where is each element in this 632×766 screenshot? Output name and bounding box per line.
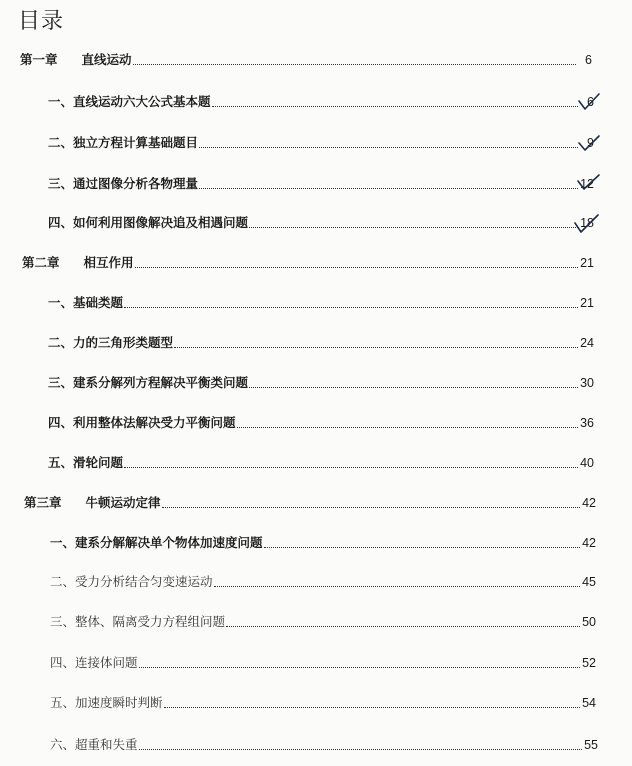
dot-leader	[264, 546, 580, 548]
toc-section-2-2[interactable]	[48, 331, 594, 351]
section-title: 四、连接体问题	[50, 655, 138, 670]
dot-leader	[199, 146, 578, 148]
dot-leader	[139, 666, 580, 668]
check-mark-icon	[575, 172, 601, 194]
section-title: 五、加速度瞬时判断	[50, 695, 163, 710]
section-title: 二、独立方程计算基础题目	[48, 135, 199, 150]
page-number: 36	[580, 416, 594, 430]
page-number: 21	[580, 256, 594, 270]
dot-leader	[237, 426, 578, 428]
section-title: 一、建系分解解决单个物体加速度问题	[50, 535, 263, 550]
section-title: 五、滑轮问题	[48, 455, 124, 470]
dot-leader	[249, 386, 578, 388]
page-number: 24	[580, 336, 594, 350]
toc-section-3-6[interactable]	[50, 733, 598, 753]
toc-chapter-2[interactable]	[22, 251, 594, 271]
page-number: 50	[582, 615, 596, 629]
chapter-label	[22, 255, 134, 271]
toc-section-3-3[interactable]	[50, 610, 596, 630]
page-number: 18	[580, 216, 594, 230]
section-title: 三、通过图像分析各物理量	[48, 176, 199, 191]
dot-leader	[124, 466, 578, 468]
section-title: 一、基础类题	[48, 295, 124, 310]
dot-leader	[249, 226, 578, 228]
toc-section-2-5[interactable]	[48, 451, 594, 471]
chapter-title: 相互作用	[83, 255, 134, 270]
page-number: 52	[582, 656, 596, 670]
toc-section-3-1[interactable]	[50, 531, 596, 551]
section-title: 四、利用整体法解决受力平衡问题	[48, 415, 236, 430]
section-title: 一、直线运动六大公式基本题	[48, 94, 211, 109]
page-number: 12	[580, 177, 594, 191]
dot-leader	[133, 63, 576, 65]
chapter-label	[24, 495, 161, 511]
toc-section-1-3[interactable]	[48, 172, 594, 192]
toc-section-3-2[interactable]	[50, 570, 596, 590]
dot-leader	[199, 187, 578, 189]
section-title: 四、如何利用图像解决追及相遇问题	[48, 215, 249, 230]
check-mark-icon	[576, 133, 602, 155]
page-number: 45	[582, 575, 596, 589]
dot-leader	[124, 306, 578, 308]
page-number: 6	[587, 95, 594, 109]
toc-section-2-3[interactable]	[48, 371, 594, 391]
chapter-number: 第三章	[24, 495, 62, 510]
page-number: 9	[587, 136, 594, 150]
toc-section-2-1[interactable]	[48, 291, 594, 311]
page-number: 40	[580, 456, 594, 470]
page-number: 42	[582, 496, 596, 510]
toc-section-1-4[interactable]	[48, 211, 594, 231]
page-number: 30	[580, 376, 594, 390]
check-mark-icon	[573, 213, 599, 235]
dot-leader	[174, 346, 578, 348]
toc-chapter-1[interactable]	[20, 48, 592, 68]
page-number: 21	[580, 296, 594, 310]
dot-leader	[226, 625, 580, 627]
chapter-number: 第二章	[22, 255, 60, 270]
toc-title: 目录	[18, 9, 65, 34]
check-mark-icon	[576, 92, 602, 114]
dot-leader	[214, 585, 580, 587]
dot-leader	[164, 706, 580, 708]
page-number: 6	[585, 53, 592, 67]
section-title: 三、整体、隔离受力方程组问题	[50, 614, 226, 629]
section-title: 三、建系分解列方程解决平衡类问题	[48, 375, 249, 390]
toc-section-2-4[interactable]	[48, 411, 594, 431]
toc-section-3-4[interactable]	[50, 651, 596, 671]
toc-section-1-2[interactable]	[48, 131, 594, 151]
section-title: 二、力的三角形类题型	[48, 335, 174, 350]
dot-leader	[135, 266, 578, 268]
chapter-title: 直线运动	[81, 52, 132, 67]
chapter-label	[20, 52, 132, 68]
section-title: 六、超重和失重	[50, 737, 138, 752]
section-title: 二、受力分析结合匀变速运动	[50, 574, 213, 589]
chapter-number: 第一章	[20, 52, 58, 67]
page-number: 42	[582, 536, 596, 550]
page-number: 54	[582, 696, 596, 710]
chapter-title: 牛顿运动定律	[85, 495, 161, 510]
toc-section-1-1[interactable]	[48, 90, 594, 110]
dot-leader	[162, 506, 580, 508]
dot-leader	[139, 748, 582, 750]
toc-section-3-5[interactable]	[50, 691, 596, 711]
dot-leader	[212, 105, 578, 107]
toc-chapter-3[interactable]	[24, 491, 596, 511]
page-number: 55	[584, 738, 598, 752]
